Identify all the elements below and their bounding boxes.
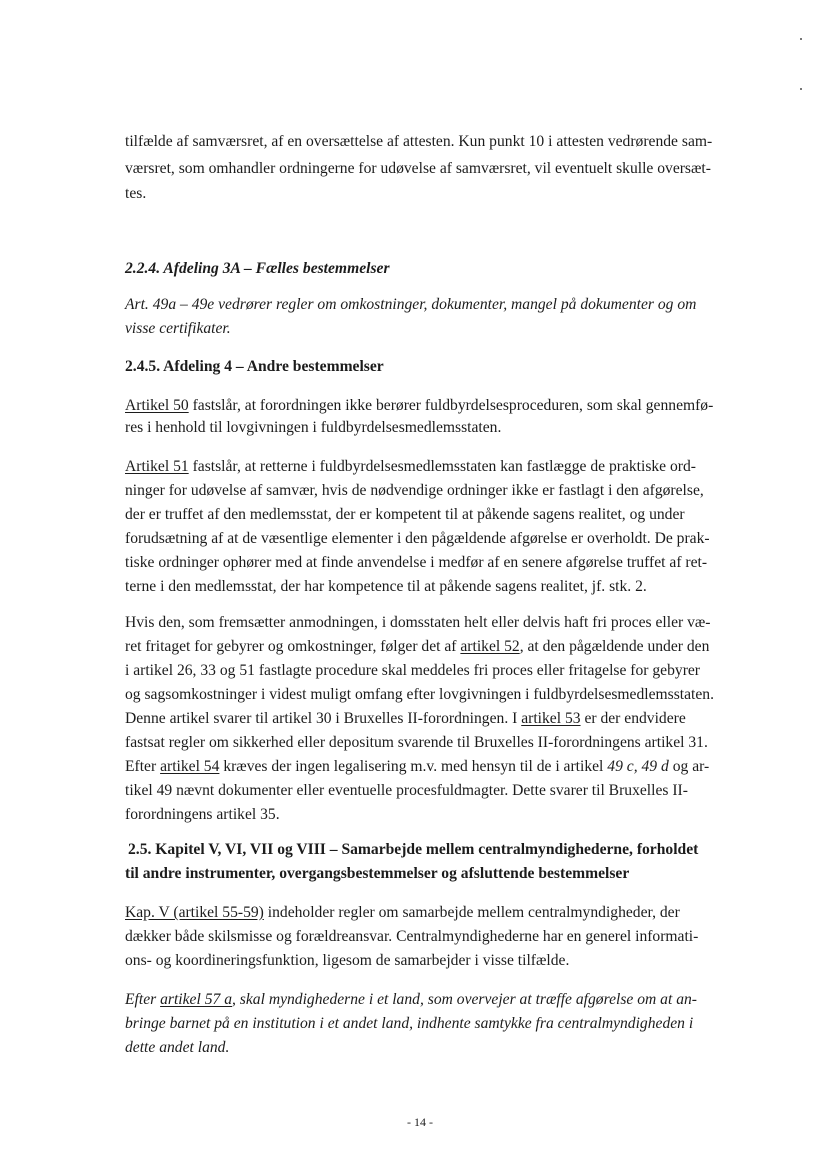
text-line: Artikel 50 fastslår, at forordningen ikke berører fuldbyrdelsesproceduren, som skal gennemfø- — [125, 397, 714, 414]
text-line: fastsat regler om sikkerhed eller depositum svarende til Bruxelles II-forordningens artikel 31. — [125, 734, 708, 751]
article-link[interactable]: artikel 54 — [160, 758, 220, 775]
text-line: og sagsomkostninger i videst muligt omfang efter lovgivningen i fuldbyrdelsesmedlemsstaten. — [125, 686, 714, 703]
text-line: ons- og koordineringsfunktion, ligesom de samarbejder i visse tilfælde. — [125, 952, 570, 969]
text-line: terne i den medlemsstat, der har kompetence til at påkende sagens realitet, jf. stk. 2. — [125, 578, 647, 595]
article-link[interactable]: Artikel 51 — [125, 458, 189, 475]
text-line: værsret, som omhandler ordningerne for udøvelse af samværsret, vil eventuelt skulle oversæt- — [125, 160, 711, 177]
text-line: bringe barnet på en institution i et andet land, indhente samtykke fra centralmyndigheden i — [125, 1015, 694, 1032]
article-link[interactable]: Artikel 50 — [125, 397, 189, 414]
text-line: dækker både skilsmisse og forældreansvar. Centralmyndighederne har en generel informati- — [125, 928, 699, 945]
text-line: forordningens artikel 35. — [125, 806, 280, 823]
section-heading: 2.4.5. Afdeling 4 – Andre bestemmelser — [125, 358, 384, 375]
article-link[interactable]: artikel 57 a — [160, 991, 232, 1008]
text-line: forudsætning af at de væsentlige elementer i den pågældende afgørelse er overholdt. De prak- — [125, 530, 710, 547]
text-line: Hvis den, som fremsætter anmodningen, i domsstaten helt eller delvis haft fri proces eller væ- — [125, 614, 711, 631]
text-line: Artikel 51 fastslår, at retterne i fuldbyrdelsesmedlemsstaten kan fastlægge de praktiske ord- — [125, 458, 696, 475]
scan-speck — [800, 88, 802, 90]
text-line: tilfælde af samværsret, af en oversættelse af attesten. Kun punkt 10 i attesten vedrørende sam- — [125, 133, 713, 150]
text-line: tes. — [125, 185, 147, 202]
text-line: res i henhold til lovgivningen i fuldbyrdelsesmedlemsstaten. — [125, 419, 502, 436]
page-number: - 14 - — [407, 1115, 433, 1129]
text-line: Art. 49a – 49e vedrører regler om omkostninger, dokumenter, mangel på dokumenter og om — [125, 296, 697, 313]
text-line: der er truffet af den medlemsstat, der er kompetent til at påkende sagens realitet, og under — [125, 506, 685, 523]
text-line: Efter artikel 57 a, skal myndighederne i et land, som overvejer at træffe afgørelse om at an- — [125, 991, 697, 1008]
article-link[interactable]: Kap. V (artikel 55-59) — [125, 904, 264, 921]
text-line: visse certifikater. — [125, 320, 231, 337]
text-line: Denne artikel svarer til artikel 30 i Bruxelles II-forordningen. I artikel 53 er der endvidere — [125, 710, 686, 727]
text-line: tikel 49 nævnt dokumenter eller eventuelle procesfuldmagter. Dette svarer til Bruxelles II- — [125, 782, 688, 799]
text-line: Kap. V (artikel 55-59) indeholder regler om samarbejde mellem centralmyndigheder, der — [125, 904, 680, 921]
text-line: i artikel 26, 33 og 51 fastlagte procedure skal meddeles fri proces eller fritagelse for gebyrer — [125, 662, 701, 679]
section-heading: til andre instrumenter, overgangsbestemmelser og afsluttende bestemmelser — [125, 865, 630, 882]
text-line: tiske ordninger ophører med at finde anvendelse i medfør af en senere afgørelse truffet af ret- — [125, 554, 708, 571]
text-line: ninger for udøvelse af samvær, hvis de nødvendige ordninger ikke er fastlagt i den afgørelse, — [125, 482, 704, 499]
section-heading: 2.2.4. Afdeling 3A – Fælles bestemmelser — [125, 260, 390, 277]
text-line: ret fritaget for gebyrer og omkostninger, følger det af artikel 52, at den pågældende under den — [125, 638, 710, 655]
article-link[interactable]: artikel 52 — [460, 638, 520, 655]
section-heading: 2.5. Kapitel V, VI, VII og VIII – Samarbejde mellem centralmyndighederne, forholdet — [128, 841, 699, 858]
article-link[interactable]: artikel 53 — [521, 710, 581, 727]
text-line: Efter artikel 54 kræves der ingen legalisering m.v. med hensyn til de i artikel 49 c, 49 d og ar- — [125, 758, 710, 775]
text-line: dette andet land. — [125, 1039, 230, 1056]
scan-speck — [800, 38, 802, 40]
